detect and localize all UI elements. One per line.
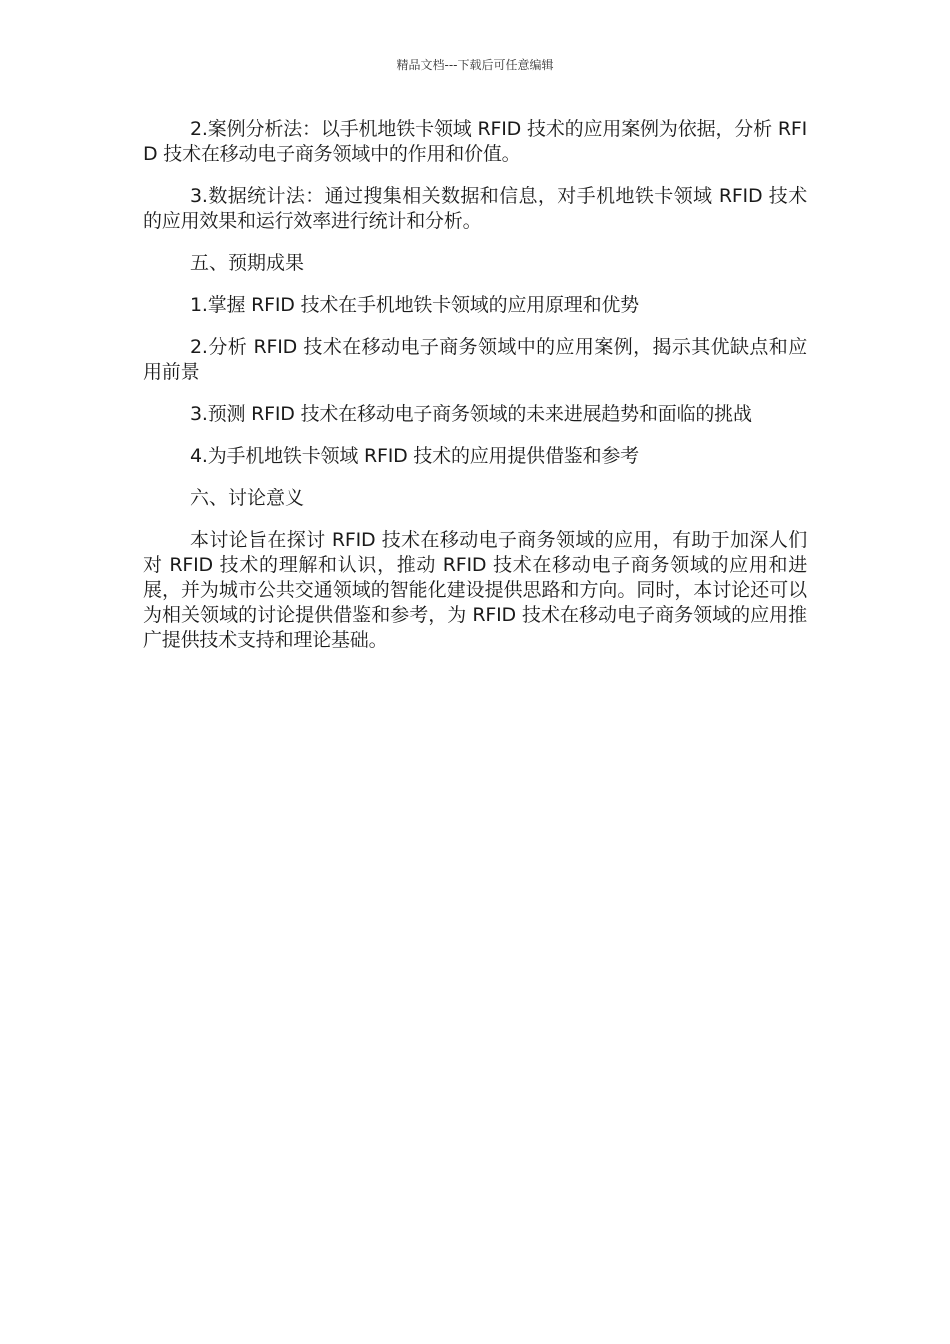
document-body [143,117,807,670]
research-significance-paragraph: 本讨论旨在探讨 RFID 技术在移动电子商务领域的应用，有助于加深人们对 RFID 技术的理解和认识，推动 RFID 技术在移动电子商务领域的应用和进展，并为城市公共交通领域的智能化建设提供思路和方向。同时，本讨论还可以为相关领域的讨论提供借鉴和参考，为 RFID 技术在移动电子商务领域的应用推广提供技术支持和理论基础。 [143,529,807,651]
section-heading-expected-results: 五、预期成果 [190,252,305,274]
expected-result-item-4: 4.为手机地铁卡领域 RFID 技术的应用提供借鉴和参考 [190,445,639,467]
method-case-analysis-paragraph: 2.案例分析法：以手机地铁卡领域 RFID 技术的应用案例为依据，分析 RFID 技术在移动电子商务领域中的作用和价值。 [143,118,807,165]
page-header: 精品文档---下载后可任意编辑 [396,58,554,72]
section-heading-research-significance: 六、讨论意义 [190,487,305,509]
expected-result-item-1: 1.掌握 RFID 技术在手机地铁卡领域的应用原理和优势 [190,294,639,316]
method-data-statistics-paragraph: 3.数据统计法：通过搜集相关数据和信息，对手机地铁卡领域 RFID 技术的应用效果和运行效率进行统计和分析。 [143,185,807,232]
expected-result-item-3: 3.预测 RFID 技术在移动电子商务领域的未来进展趋势和面临的挑战 [190,403,752,425]
expected-result-item-2: 2.分析 RFID 技术在移动电子商务领域中的应用案例，揭示其优缺点和应用前景 [143,336,807,383]
